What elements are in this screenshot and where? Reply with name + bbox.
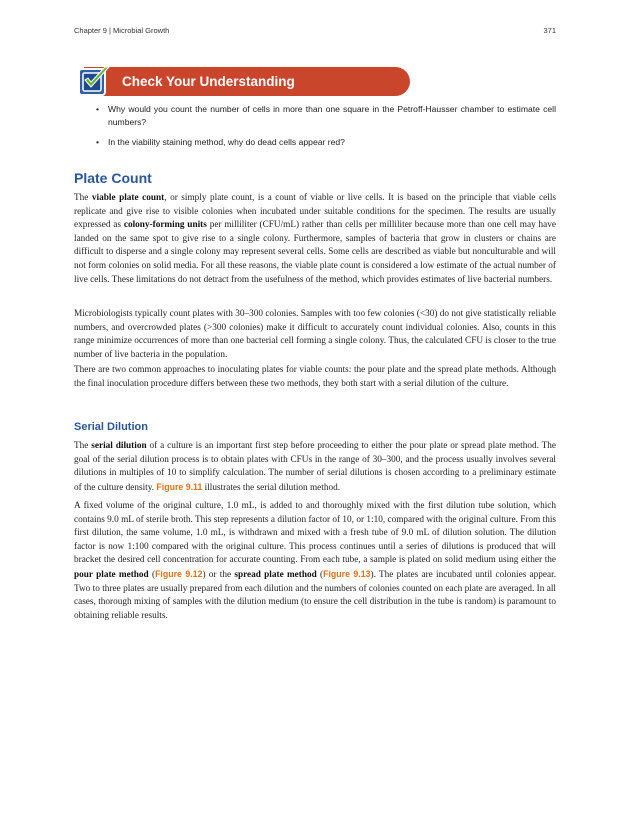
- question-text: In the viability staining method, why do dead cells appear red?: [108, 137, 345, 147]
- key-term: colony-forming units: [123, 220, 207, 231]
- subsection-heading-serial-dilution: Serial Dilution: [74, 421, 148, 433]
- checkbox-check-icon: [78, 65, 112, 97]
- key-term: viable plate count: [91, 193, 165, 203]
- running-header: [74, 26, 556, 38]
- question-list: [96, 103, 556, 157]
- key-term: pour plate method: [74, 569, 149, 580]
- chapter-title: Chapter 9 | Microbial Growth: [74, 26, 170, 35]
- list-item: • In the viability staining method, why do dead cells appear red?: [96, 137, 345, 147]
- key-term: spread plate method: [234, 569, 317, 580]
- paragraph: There are two common approaches to inoculating plates for viable counts: the pour plate and the spread plate methods. Although the final inoculation procedure differs between these two methods, they both start with a serial dilution of the culture.: [74, 365, 556, 389]
- paragraph: Microbiologists typically count plates with 30–300 colonies. Samples with too few colonies (<30) do not give statistically reliable numbers, and overcrowded plates (>300 colonies) make it difficult to accurately count individual colonies. Also, counts in this range minimize occurrences of more than one bacterial cell forming a single colony. Thus, the calculated CFU is closer to the true number of live bacteria in the population.: [74, 309, 556, 360]
- check-your-understanding-box: [78, 65, 410, 97]
- paragraph: The serial dilution of a culture is an important first step before proceeding to either the pour plate or spread plate method. The goal of the serial dilution process is to obtain plates with CFUs in the range of 30–300, and the process usually involves several dilutions in multiples of 10 to simplify calculation. The number of serial dilutions is chosen according to a preliminary estimate of the culture density. Figure 9.11 illustrates the serial dilution method.: [74, 441, 556, 493]
- page-number: 371: [543, 26, 556, 35]
- check-title: Check Your Understanding: [122, 74, 295, 89]
- figure-link[interactable]: Figure 9.11: [156, 481, 203, 492]
- figure-link[interactable]: Figure 9.13: [323, 568, 371, 579]
- figure-link[interactable]: Figure 9.12: [155, 568, 203, 579]
- section-heading-plate-count: Plate Count: [74, 170, 152, 186]
- check-banner: [84, 67, 410, 96]
- key-term: serial dilution: [91, 441, 147, 451]
- question-text: Why would you count the number of cells in more than one square in the Petroff-Hausser chamber to estimate cell numbers?: [108, 104, 556, 127]
- paragraph: A fixed volume of the original culture, 1.0 mL, is added to and thoroughly mixed with the first dilution tube solution, which contains 9.0 mL of sterile broth. This step represents a dilution factor of 10, or 1:10, compared with the original culture. From this first dilution, the same volume, 1.0 mL, is withdrawn and mixed with a fresh tube of 9.0 mL of dilution solution. The dilution factor is now 1:100 compared with the original culture. This process continues until a series of dilutions is produced that will bracket the desired cell concentration for accurate counting. From each tube, a sample is plated on solid medium using either the pour plate method (Figure 9.12) or the spread plate method (Figure 9.13). The plates are incubated until colonies appear. Two to three plates are usually prepared from each dilution and the numbers of colonies counted on each plate are averaged. In all cases, thorough mixing of samples with the dilution medium (to ensure the cell distribution in the tube is random) is paramount to obtaining reliable results.: [74, 501, 557, 621]
- list-item: • Why would you count the number of cells in more than one square in the Petroff-Hausser chamber to estimate cell numbers?: [96, 104, 556, 127]
- paragraph: The viable plate count, or simply plate count, is a count of viable or live cells. It is based on the principle that viable cells replicate and give rise to visible colonies when incubated under suitable conditions for the specimen. The results are usually expressed as colony-forming units per milliliter (CFU/mL) rather than cells per milliliter because more than one cell may have landed on the same spot to give rise to a single colony. Furthermore, samples of bacteria that grow in clusters or chains are difficult to disperse and a single colony may represent several cells. Some cells are described as viable but nonculturable and will not form colonies on solid media. For all these reasons, the viable plate count is considered a low estimate of the actual number of live cells. These limitations do not detract from the usefulness of the method, which provides estimates of live bacterial numbers.: [74, 193, 556, 285]
